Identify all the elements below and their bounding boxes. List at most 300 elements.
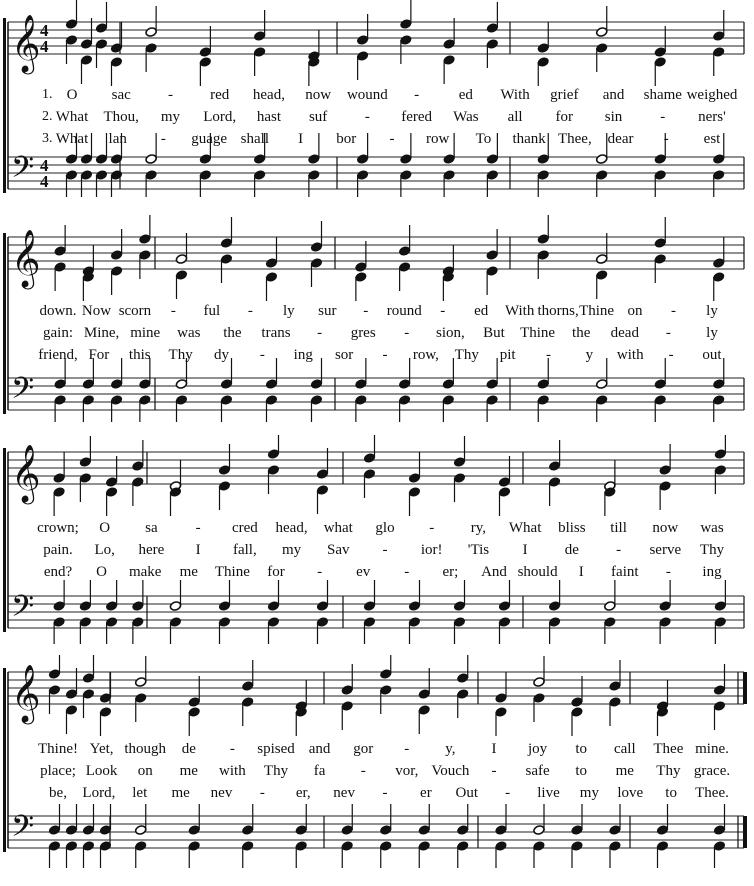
- notehead: [48, 841, 60, 852]
- notehead: [188, 707, 200, 718]
- lyric-syllable: O: [99, 520, 111, 536]
- notehead: [418, 825, 430, 836]
- lyric-syllable: Thee: [653, 741, 684, 757]
- lyric-syllable: for: [555, 109, 574, 125]
- syllable-hyphen: -: [382, 347, 388, 363]
- lyric-syllable: this: [128, 347, 151, 363]
- notehead: [188, 825, 200, 836]
- lyric-syllable: with: [616, 347, 644, 363]
- notehead: [139, 395, 151, 406]
- lyric-syllable: the: [223, 325, 242, 341]
- notehead: [596, 270, 608, 281]
- notehead: [135, 677, 147, 688]
- system-3: [0, 435, 754, 655]
- notehead: [604, 601, 616, 612]
- lyric-syllable: head,: [252, 87, 285, 103]
- notehead: [498, 487, 510, 498]
- lyric-syllable: 'Tis: [467, 542, 490, 558]
- notehead: [408, 487, 420, 498]
- lyric-syllable: To: [475, 131, 492, 147]
- notehead: [537, 379, 549, 390]
- lyric-syllable: And: [481, 564, 507, 580]
- syllable-hyphen: -: [382, 785, 388, 801]
- lyric-syllable: er;: [442, 564, 459, 580]
- syllable-hyphen: -: [404, 564, 410, 580]
- lyric-syllable: Thy: [168, 347, 193, 363]
- notehead: [53, 601, 65, 612]
- syllable-hyphen: -: [546, 347, 551, 363]
- lyric-syllable: dear: [607, 131, 634, 147]
- bass-clef-icon: 𝄢: [11, 151, 35, 192]
- lyric-syllable: ly: [706, 325, 718, 341]
- lyric-syllable: fall,: [232, 542, 257, 558]
- notehead: [656, 841, 668, 852]
- notehead: [54, 395, 66, 406]
- lyric-syllable: spised: [257, 741, 295, 757]
- notehead: [253, 31, 265, 42]
- notehead: [654, 154, 666, 165]
- notehead: [418, 705, 430, 716]
- system-bracket: [3, 448, 6, 632]
- notehead: [139, 234, 151, 245]
- notehead: [355, 379, 367, 390]
- lyric-syllable: Lord,: [203, 109, 237, 125]
- syllable-hyphen: -: [616, 542, 622, 558]
- syllable-hyphen: -: [668, 347, 674, 363]
- lyric-syllable: I: [195, 542, 201, 558]
- lyric-syllable: Thee.: [695, 785, 729, 801]
- notehead: [80, 170, 92, 181]
- notehead: [110, 43, 122, 54]
- notehead: [713, 841, 725, 852]
- time-signature-top: 4: [40, 156, 49, 175]
- lyric-syllable: me: [179, 564, 198, 580]
- notehead: [659, 601, 671, 612]
- lyric-syllable: Thou,: [103, 109, 139, 125]
- system-2: [0, 215, 754, 435]
- notehead: [265, 395, 277, 406]
- lyric-syllable: Thy: [699, 542, 725, 558]
- syllable-hyphen: -: [414, 87, 420, 103]
- lyric-line-verse-3: [0, 130, 754, 148]
- lyric-syllable: pit: [499, 347, 516, 363]
- lyric-syllable: to: [665, 785, 677, 801]
- notehead: [175, 254, 187, 265]
- system-4: [0, 655, 754, 886]
- syllable-hyphen: -: [170, 303, 176, 319]
- lyric-syllable: love: [617, 785, 644, 801]
- lyric-syllable: Thine: [214, 564, 250, 580]
- notehead: [457, 841, 469, 852]
- notehead: [80, 154, 92, 165]
- lyric-syllable: er: [420, 785, 432, 801]
- notehead: [267, 617, 279, 628]
- lyric-syllable: me: [179, 763, 198, 779]
- syllable-hyphen: -: [404, 741, 410, 757]
- notehead: [242, 841, 254, 852]
- lyric-line-verse-2: [0, 108, 754, 126]
- notehead: [82, 395, 94, 406]
- lyric-syllable: here: [138, 542, 165, 558]
- notehead: [54, 262, 66, 273]
- notehead: [105, 477, 117, 488]
- lyric-syllable: live: [537, 785, 560, 801]
- notehead: [713, 395, 725, 406]
- lyric-syllable: O: [96, 564, 108, 580]
- lyric-syllable: what: [323, 520, 353, 536]
- notehead: [486, 170, 498, 181]
- lyric-syllable: suf: [308, 109, 328, 125]
- lyric-syllable: nev: [210, 785, 233, 801]
- lyric-syllable: Mine,: [83, 325, 120, 341]
- notehead: [53, 473, 65, 484]
- notehead: [95, 154, 107, 165]
- notehead: [99, 707, 111, 718]
- lyric-syllable: Thine: [579, 303, 615, 319]
- lyric-syllable: grace.: [693, 763, 731, 779]
- syllable-hyphen: -: [364, 109, 370, 125]
- notehead: [79, 601, 91, 612]
- notehead: [533, 677, 545, 688]
- lyric-line-verse-1: [0, 86, 754, 104]
- syllable-hyphen: -: [229, 741, 235, 757]
- lyric-syllable: my: [160, 109, 181, 125]
- lyric-syllable: wound: [346, 87, 388, 103]
- notehead: [139, 250, 151, 261]
- lyric-syllable: faint: [611, 564, 639, 580]
- syllable-hyphen: -: [663, 131, 669, 147]
- notehead: [537, 395, 549, 406]
- notehead: [267, 601, 279, 612]
- bass-clef-icon: 𝄢: [11, 372, 35, 413]
- lyric-syllable: I: [298, 131, 304, 147]
- notehead: [380, 825, 392, 836]
- notehead: [95, 23, 107, 34]
- lyric-syllable: est: [703, 131, 721, 147]
- notehead: [659, 617, 671, 628]
- lyric-syllable: ly: [706, 303, 718, 319]
- notehead: [356, 154, 368, 165]
- notehead: [486, 395, 498, 406]
- notehead: [548, 601, 560, 612]
- notehead: [571, 697, 583, 708]
- notehead: [418, 689, 430, 700]
- notehead: [82, 673, 94, 684]
- notehead: [713, 701, 725, 712]
- lyric-syllable: sor: [334, 347, 354, 363]
- notehead: [457, 673, 469, 684]
- notehead: [453, 457, 465, 468]
- notehead: [537, 250, 549, 261]
- lyric-syllable: end?: [43, 564, 73, 580]
- treble-clef-icon: 𝄞: [11, 14, 41, 72]
- notehead: [609, 841, 621, 852]
- notehead: [659, 465, 671, 476]
- time-signature-top: 4: [40, 21, 49, 40]
- time-signature-bottom: 4: [40, 172, 49, 191]
- notehead: [110, 154, 122, 165]
- notehead: [310, 242, 322, 253]
- lyric-syllable: row,: [412, 347, 439, 363]
- lyric-line-verse-2: [0, 324, 754, 342]
- notehead: [341, 701, 353, 712]
- notehead: [54, 379, 66, 390]
- lyric-syllable: head,: [275, 520, 308, 536]
- notehead: [265, 272, 277, 283]
- lyric-syllable: thorns,: [537, 303, 579, 319]
- notehead: [48, 825, 60, 836]
- lyric-syllable: though: [124, 741, 167, 757]
- lyric-syllable: I: [522, 542, 528, 558]
- notehead: [199, 47, 211, 58]
- notehead: [218, 601, 230, 612]
- lyric-syllable: with: [219, 763, 246, 779]
- notehead: [713, 825, 725, 836]
- notehead: [596, 379, 608, 390]
- notehead: [53, 617, 65, 628]
- lyric-syllable: mine.: [695, 741, 729, 757]
- notehead: [453, 617, 465, 628]
- notehead: [498, 601, 510, 612]
- notehead: [495, 825, 507, 836]
- syllable-hyphen: -: [665, 325, 671, 341]
- lyric-syllable: serve: [649, 542, 682, 558]
- lyric-syllable: make: [128, 564, 162, 580]
- lyric-syllable: hast: [256, 109, 282, 125]
- lyric-line-verse-3: [0, 346, 754, 364]
- lyric-syllable: gain:: [43, 325, 73, 341]
- notehead: [443, 170, 455, 181]
- notehead: [654, 57, 666, 68]
- notehead: [82, 379, 94, 390]
- lyric-syllable: y: [585, 347, 594, 363]
- notehead: [110, 250, 122, 261]
- lyric-syllable: Look: [85, 763, 118, 779]
- notehead: [82, 825, 94, 836]
- lyric-syllable: gres: [350, 325, 376, 341]
- notehead: [495, 693, 507, 704]
- notehead: [242, 697, 254, 708]
- lyric-syllable: my: [281, 542, 302, 558]
- notehead: [65, 825, 77, 836]
- lyric-syllable: I: [491, 741, 497, 757]
- final-barline: [743, 672, 747, 704]
- lyric-syllable: and: [602, 87, 625, 103]
- notehead: [398, 262, 410, 273]
- notehead: [363, 453, 375, 464]
- lyric-syllable: till: [610, 520, 627, 536]
- notehead: [135, 693, 147, 704]
- notehead: [355, 262, 367, 273]
- notehead: [596, 170, 608, 181]
- notehead: [253, 47, 265, 58]
- lyric-syllable: Thy: [263, 763, 289, 779]
- notehead: [495, 707, 507, 718]
- lyric-syllable: Yet,: [89, 741, 114, 757]
- notehead: [442, 379, 454, 390]
- lyric-syllable: sac: [111, 87, 131, 103]
- lyric-syllable: Thine!: [38, 741, 78, 757]
- lyric-line-verse-3: [0, 563, 754, 581]
- notehead: [363, 601, 375, 612]
- notehead: [486, 266, 498, 277]
- notehead: [65, 705, 77, 716]
- notehead: [713, 272, 725, 283]
- verse-number: 1.: [42, 87, 53, 102]
- notehead: [65, 170, 77, 181]
- lyric-syllable: cred: [231, 520, 258, 536]
- lyric-syllable: For: [88, 347, 110, 363]
- lyric-syllable: Thine: [520, 325, 556, 341]
- lyric-syllable: Lo,: [94, 542, 115, 558]
- notehead: [537, 154, 549, 165]
- notehead: [132, 601, 144, 612]
- lyric-syllable: What: [55, 109, 89, 125]
- lyric-syllable: O: [66, 87, 78, 103]
- lyric-syllable: guage: [191, 131, 228, 147]
- notehead: [400, 154, 412, 165]
- notehead: [571, 841, 583, 852]
- notehead: [132, 617, 144, 628]
- notehead: [443, 154, 455, 165]
- notehead: [218, 617, 230, 628]
- lyric-syllable: sion,: [436, 325, 465, 341]
- notehead: [267, 449, 279, 460]
- lyric-syllable: ed: [458, 87, 473, 103]
- lyric-syllable: ly: [282, 303, 295, 319]
- verse-number: 2.: [42, 109, 53, 124]
- lyric-syllable: dy: [214, 347, 229, 363]
- notehead: [110, 57, 122, 68]
- syllable-hyphen: -: [505, 785, 511, 801]
- notehead: [188, 697, 200, 708]
- notehead: [295, 841, 307, 852]
- notehead: [220, 379, 232, 390]
- lyric-line-verse-1: [0, 519, 754, 537]
- notehead: [175, 395, 187, 406]
- lyric-syllable: Vouch: [431, 763, 470, 779]
- syllable-hyphen: -: [389, 131, 395, 147]
- notehead: [486, 23, 498, 34]
- notehead: [398, 395, 410, 406]
- lyric-syllable: Thee,: [557, 131, 592, 147]
- notehead: [79, 473, 91, 484]
- lyric-syllable: Out: [455, 785, 478, 801]
- notehead: [82, 689, 94, 700]
- notehead: [341, 685, 353, 696]
- lyric-syllable: de: [181, 741, 196, 757]
- lyric-syllable: scorn: [118, 303, 152, 319]
- lyric-syllable: fered: [401, 109, 433, 125]
- treble-clef-icon: 𝄞: [11, 229, 41, 287]
- lyric-syllable: sur: [318, 303, 337, 319]
- system-bracket: [3, 18, 6, 193]
- system-1: [0, 0, 754, 215]
- treble-clef-icon: 𝄞: [11, 444, 41, 502]
- lyric-syllable: on: [627, 303, 643, 319]
- lyric-syllable: Now: [81, 303, 112, 319]
- notehead: [400, 170, 412, 181]
- notehead: [169, 601, 181, 612]
- lyric-line-verse-2: [0, 541, 754, 559]
- notehead: [65, 35, 77, 46]
- notehead: [132, 477, 144, 488]
- notehead: [533, 825, 545, 836]
- lyric-line-verse-3: [0, 784, 754, 802]
- notehead: [341, 841, 353, 852]
- notehead: [596, 43, 608, 54]
- notehead: [253, 170, 265, 181]
- notehead: [220, 254, 232, 265]
- notehead: [79, 457, 91, 468]
- notehead: [713, 379, 725, 390]
- notehead: [110, 395, 122, 406]
- notehead: [486, 154, 498, 165]
- lyric-syllable: out: [702, 347, 722, 363]
- notehead: [199, 57, 211, 68]
- notehead: [175, 270, 187, 281]
- notehead: [310, 379, 322, 390]
- notehead: [654, 238, 666, 249]
- notehead: [713, 685, 725, 696]
- lyric-syllable: crown;: [37, 520, 79, 536]
- notehead: [533, 841, 545, 852]
- lyric-syllable: bor: [336, 131, 357, 147]
- lyric-syllable: now: [652, 520, 679, 536]
- bass-clef-icon: 𝄢: [11, 590, 35, 631]
- lyric-line-verse-1: [0, 740, 754, 758]
- notehead: [218, 465, 230, 476]
- time-signature-bottom: 4: [40, 37, 49, 56]
- lyric-syllable: mine: [130, 325, 161, 341]
- lyric-syllable: down.: [39, 303, 77, 319]
- notehead: [453, 473, 465, 484]
- notehead: [82, 841, 94, 852]
- lyric-line-verse-1: [0, 302, 754, 320]
- notehead: [654, 47, 666, 58]
- notehead: [654, 254, 666, 265]
- notehead: [537, 170, 549, 181]
- notehead: [110, 170, 122, 181]
- notehead: [486, 39, 498, 50]
- notehead: [175, 379, 187, 390]
- lyric-syllable: sin: [604, 109, 623, 125]
- notehead: [654, 395, 666, 406]
- notehead: [537, 234, 549, 245]
- notehead: [316, 617, 328, 628]
- lyric-syllable: gor: [353, 741, 374, 757]
- notehead: [188, 841, 200, 852]
- lyric-syllable: my: [579, 785, 599, 801]
- notehead: [145, 154, 157, 165]
- notehead: [408, 473, 420, 484]
- syllable-hyphen: -: [665, 564, 671, 580]
- lyric-syllable: should: [517, 564, 558, 580]
- lyric-syllable: er,: [295, 785, 311, 801]
- notehead: [609, 825, 621, 836]
- notehead: [48, 669, 60, 680]
- notehead: [713, 47, 725, 58]
- lyric-syllable: the: [572, 325, 591, 341]
- lyric-syllable: With: [504, 303, 535, 319]
- syllable-hyphen: -: [360, 763, 366, 779]
- lyric-syllable: round: [386, 303, 422, 319]
- syllable-hyphen: -: [317, 325, 323, 341]
- lyric-syllable: glo: [375, 520, 395, 536]
- notehead: [80, 39, 92, 50]
- notehead: [145, 27, 157, 38]
- lyric-syllable: joy: [528, 741, 548, 757]
